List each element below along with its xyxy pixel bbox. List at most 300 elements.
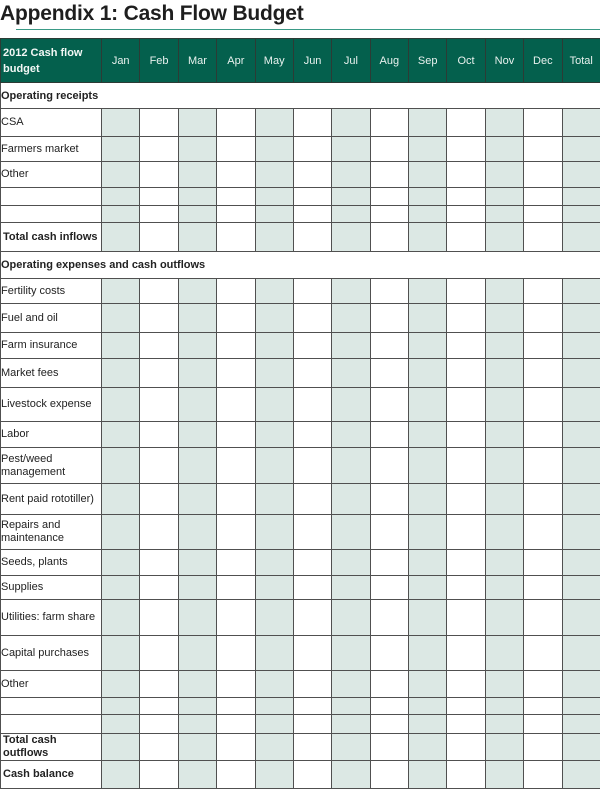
entry-cell-jul[interactable] — [332, 761, 370, 789]
entry-cell-nov[interactable] — [485, 550, 523, 576]
entry-cell-nov[interactable] — [485, 698, 523, 715]
entry-cell-feb[interactable] — [140, 761, 178, 789]
entry-cell-nov[interactable] — [485, 734, 523, 761]
entry-cell-mar[interactable] — [178, 484, 216, 515]
entry-cell-total[interactable] — [562, 515, 600, 550]
entry-cell-aug[interactable] — [370, 671, 408, 698]
entry-cell-total[interactable] — [562, 636, 600, 671]
entry-cell-feb[interactable] — [140, 304, 178, 333]
entry-cell-feb[interactable] — [140, 279, 178, 304]
entry-cell-may[interactable] — [255, 359, 293, 388]
entry-cell-dec[interactable] — [524, 388, 562, 422]
entry-cell-dec[interactable] — [524, 109, 562, 137]
entry-cell-total[interactable] — [562, 388, 600, 422]
entry-cell-may[interactable] — [255, 600, 293, 636]
entry-cell-jan[interactable] — [102, 223, 140, 252]
entry-cell-mar[interactable] — [178, 333, 216, 359]
entry-cell-feb[interactable] — [140, 600, 178, 636]
entry-cell-total[interactable] — [562, 448, 600, 484]
entry-cell-may[interactable] — [255, 162, 293, 188]
entry-cell-jun[interactable] — [293, 422, 331, 448]
entry-cell-nov[interactable] — [485, 109, 523, 137]
entry-cell-jan[interactable] — [102, 671, 140, 698]
entry-cell-dec[interactable] — [524, 600, 562, 636]
entry-cell-apr[interactable] — [217, 388, 255, 422]
entry-cell-jun[interactable] — [293, 761, 331, 789]
entry-cell-apr[interactable] — [217, 671, 255, 698]
entry-cell-mar[interactable] — [178, 223, 216, 252]
entry-cell-jul[interactable] — [332, 422, 370, 448]
entry-cell-oct[interactable] — [447, 515, 485, 550]
entry-cell-may[interactable] — [255, 698, 293, 715]
entry-cell-jan[interactable] — [102, 137, 140, 162]
entry-cell-jan[interactable] — [102, 388, 140, 422]
entry-cell-apr[interactable] — [217, 636, 255, 671]
entry-cell-nov[interactable] — [485, 422, 523, 448]
entry-cell-jul[interactable] — [332, 279, 370, 304]
entry-cell-total[interactable] — [562, 422, 600, 448]
entry-cell-jun[interactable] — [293, 109, 331, 137]
entry-cell-feb[interactable] — [140, 448, 178, 484]
entry-cell-jun[interactable] — [293, 550, 331, 576]
entry-cell-jul[interactable] — [332, 671, 370, 698]
entry-cell-jun[interactable] — [293, 600, 331, 636]
entry-cell-feb[interactable] — [140, 515, 178, 550]
entry-cell-may[interactable] — [255, 109, 293, 137]
entry-cell-aug[interactable] — [370, 359, 408, 388]
entry-cell-aug[interactable] — [370, 333, 408, 359]
entry-cell-mar[interactable] — [178, 636, 216, 671]
entry-cell-feb[interactable] — [140, 636, 178, 671]
entry-cell-sep[interactable] — [409, 550, 447, 576]
entry-cell-jul[interactable] — [332, 448, 370, 484]
entry-cell-jul[interactable] — [332, 698, 370, 715]
entry-cell-oct[interactable] — [447, 304, 485, 333]
entry-cell-may[interactable] — [255, 550, 293, 576]
entry-cell-mar[interactable] — [178, 448, 216, 484]
entry-cell-sep[interactable] — [409, 576, 447, 600]
entry-cell-feb[interactable] — [140, 698, 178, 715]
entry-cell-jan[interactable] — [102, 550, 140, 576]
entry-cell-dec[interactable] — [524, 671, 562, 698]
entry-cell-jul[interactable] — [332, 388, 370, 422]
entry-cell-oct[interactable] — [447, 636, 485, 671]
entry-cell-dec[interactable] — [524, 515, 562, 550]
entry-cell-feb[interactable] — [140, 550, 178, 576]
entry-cell-apr[interactable] — [217, 206, 255, 223]
entry-cell-aug[interactable] — [370, 715, 408, 734]
entry-cell-may[interactable] — [255, 137, 293, 162]
entry-cell-nov[interactable] — [485, 636, 523, 671]
entry-cell-oct[interactable] — [447, 671, 485, 698]
entry-cell-aug[interactable] — [370, 761, 408, 789]
entry-cell-jun[interactable] — [293, 448, 331, 484]
entry-cell-nov[interactable] — [485, 515, 523, 550]
entry-cell-total[interactable] — [562, 761, 600, 789]
entry-cell-aug[interactable] — [370, 576, 408, 600]
entry-cell-aug[interactable] — [370, 484, 408, 515]
entry-cell-aug[interactable] — [370, 188, 408, 206]
entry-cell-oct[interactable] — [447, 734, 485, 761]
entry-cell-mar[interactable] — [178, 188, 216, 206]
entry-cell-apr[interactable] — [217, 279, 255, 304]
entry-cell-sep[interactable] — [409, 734, 447, 761]
entry-cell-total[interactable] — [562, 279, 600, 304]
entry-cell-dec[interactable] — [524, 279, 562, 304]
entry-cell-nov[interactable] — [485, 715, 523, 734]
entry-cell-feb[interactable] — [140, 223, 178, 252]
entry-cell-jan[interactable] — [102, 304, 140, 333]
entry-cell-aug[interactable] — [370, 550, 408, 576]
entry-cell-mar[interactable] — [178, 761, 216, 789]
entry-cell-jan[interactable] — [102, 333, 140, 359]
entry-cell-apr[interactable] — [217, 304, 255, 333]
entry-cell-dec[interactable] — [524, 715, 562, 734]
entry-cell-apr[interactable] — [217, 734, 255, 761]
entry-cell-nov[interactable] — [485, 388, 523, 422]
entry-cell-feb[interactable] — [140, 188, 178, 206]
entry-cell-apr[interactable] — [217, 484, 255, 515]
entry-cell-may[interactable] — [255, 333, 293, 359]
entry-cell-aug[interactable] — [370, 734, 408, 761]
entry-cell-feb[interactable] — [140, 388, 178, 422]
entry-cell-apr[interactable] — [217, 422, 255, 448]
entry-cell-mar[interactable] — [178, 137, 216, 162]
entry-cell-jul[interactable] — [332, 734, 370, 761]
entry-cell-jul[interactable] — [332, 576, 370, 600]
entry-cell-aug[interactable] — [370, 304, 408, 333]
entry-cell-may[interactable] — [255, 223, 293, 252]
entry-cell-oct[interactable] — [447, 162, 485, 188]
entry-cell-jan[interactable] — [102, 109, 140, 137]
entry-cell-jan[interactable] — [102, 715, 140, 734]
entry-cell-total[interactable] — [562, 550, 600, 576]
entry-cell-jul[interactable] — [332, 333, 370, 359]
entry-cell-jul[interactable] — [332, 515, 370, 550]
entry-cell-nov[interactable] — [485, 188, 523, 206]
entry-cell-oct[interactable] — [447, 388, 485, 422]
entry-cell-mar[interactable] — [178, 734, 216, 761]
entry-cell-apr[interactable] — [217, 761, 255, 789]
entry-cell-jun[interactable] — [293, 388, 331, 422]
entry-cell-sep[interactable] — [409, 137, 447, 162]
entry-cell-mar[interactable] — [178, 600, 216, 636]
entry-cell-oct[interactable] — [447, 137, 485, 162]
entry-cell-total[interactable] — [562, 698, 600, 715]
entry-cell-oct[interactable] — [447, 333, 485, 359]
entry-cell-mar[interactable] — [178, 576, 216, 600]
entry-cell-jun[interactable] — [293, 484, 331, 515]
entry-cell-jul[interactable] — [332, 304, 370, 333]
entry-cell-may[interactable] — [255, 188, 293, 206]
entry-cell-jun[interactable] — [293, 223, 331, 252]
entry-cell-dec[interactable] — [524, 761, 562, 789]
entry-cell-may[interactable] — [255, 734, 293, 761]
entry-cell-sep[interactable] — [409, 188, 447, 206]
entry-cell-jan[interactable] — [102, 422, 140, 448]
entry-cell-jun[interactable] — [293, 304, 331, 333]
entry-cell-may[interactable] — [255, 636, 293, 671]
entry-cell-apr[interactable] — [217, 137, 255, 162]
entry-cell-jul[interactable] — [332, 188, 370, 206]
entry-cell-feb[interactable] — [140, 422, 178, 448]
entry-cell-jun[interactable] — [293, 671, 331, 698]
entry-cell-dec[interactable] — [524, 484, 562, 515]
entry-cell-sep[interactable] — [409, 422, 447, 448]
entry-cell-jun[interactable] — [293, 715, 331, 734]
entry-cell-jan[interactable] — [102, 279, 140, 304]
entry-cell-total[interactable] — [562, 333, 600, 359]
entry-cell-jun[interactable] — [293, 636, 331, 671]
entry-cell-mar[interactable] — [178, 422, 216, 448]
entry-cell-aug[interactable] — [370, 279, 408, 304]
entry-cell-dec[interactable] — [524, 698, 562, 715]
entry-cell-apr[interactable] — [217, 448, 255, 484]
entry-cell-total[interactable] — [562, 576, 600, 600]
entry-cell-total[interactable] — [562, 223, 600, 252]
entry-cell-oct[interactable] — [447, 715, 485, 734]
entry-cell-jun[interactable] — [293, 698, 331, 715]
entry-cell-sep[interactable] — [409, 223, 447, 252]
entry-cell-jun[interactable] — [293, 333, 331, 359]
entry-cell-sep[interactable] — [409, 333, 447, 359]
entry-cell-may[interactable] — [255, 388, 293, 422]
entry-cell-jan[interactable] — [102, 761, 140, 789]
entry-cell-total[interactable] — [562, 671, 600, 698]
entry-cell-total[interactable] — [562, 359, 600, 388]
entry-cell-mar[interactable] — [178, 550, 216, 576]
entry-cell-jul[interactable] — [332, 636, 370, 671]
entry-cell-total[interactable] — [562, 484, 600, 515]
entry-cell-aug[interactable] — [370, 636, 408, 671]
entry-cell-aug[interactable] — [370, 422, 408, 448]
entry-cell-mar[interactable] — [178, 279, 216, 304]
entry-cell-dec[interactable] — [524, 304, 562, 333]
entry-cell-dec[interactable] — [524, 188, 562, 206]
entry-cell-nov[interactable] — [485, 162, 523, 188]
entry-cell-dec[interactable] — [524, 359, 562, 388]
entry-cell-oct[interactable] — [447, 109, 485, 137]
entry-cell-dec[interactable] — [524, 576, 562, 600]
entry-cell-total[interactable] — [562, 600, 600, 636]
entry-cell-sep[interactable] — [409, 388, 447, 422]
entry-cell-oct[interactable] — [447, 576, 485, 600]
entry-cell-nov[interactable] — [485, 600, 523, 636]
entry-cell-feb[interactable] — [140, 671, 178, 698]
entry-cell-jun[interactable] — [293, 206, 331, 223]
entry-cell-oct[interactable] — [447, 484, 485, 515]
entry-cell-sep[interactable] — [409, 671, 447, 698]
entry-cell-dec[interactable] — [524, 422, 562, 448]
entry-cell-oct[interactable] — [447, 359, 485, 388]
entry-cell-sep[interactable] — [409, 304, 447, 333]
entry-cell-jul[interactable] — [332, 550, 370, 576]
entry-cell-sep[interactable] — [409, 359, 447, 388]
entry-cell-mar[interactable] — [178, 515, 216, 550]
entry-cell-oct[interactable] — [447, 188, 485, 206]
entry-cell-apr[interactable] — [217, 223, 255, 252]
entry-cell-jan[interactable] — [102, 188, 140, 206]
entry-cell-may[interactable] — [255, 715, 293, 734]
entry-cell-total[interactable] — [562, 137, 600, 162]
entry-cell-aug[interactable] — [370, 162, 408, 188]
entry-cell-jan[interactable] — [102, 206, 140, 223]
entry-cell-total[interactable] — [562, 162, 600, 188]
entry-cell-nov[interactable] — [485, 761, 523, 789]
entry-cell-jan[interactable] — [102, 600, 140, 636]
entry-cell-oct[interactable] — [447, 206, 485, 223]
entry-cell-nov[interactable] — [485, 206, 523, 223]
entry-cell-total[interactable] — [562, 715, 600, 734]
entry-cell-sep[interactable] — [409, 636, 447, 671]
entry-cell-jun[interactable] — [293, 279, 331, 304]
entry-cell-sep[interactable] — [409, 279, 447, 304]
entry-cell-aug[interactable] — [370, 698, 408, 715]
entry-cell-jan[interactable] — [102, 636, 140, 671]
entry-cell-may[interactable] — [255, 484, 293, 515]
entry-cell-apr[interactable] — [217, 188, 255, 206]
entry-cell-mar[interactable] — [178, 698, 216, 715]
entry-cell-mar[interactable] — [178, 388, 216, 422]
entry-cell-dec[interactable] — [524, 734, 562, 761]
entry-cell-nov[interactable] — [485, 576, 523, 600]
entry-cell-nov[interactable] — [485, 671, 523, 698]
entry-cell-aug[interactable] — [370, 448, 408, 484]
entry-cell-may[interactable] — [255, 761, 293, 789]
entry-cell-may[interactable] — [255, 515, 293, 550]
entry-cell-may[interactable] — [255, 448, 293, 484]
entry-cell-may[interactable] — [255, 304, 293, 333]
entry-cell-dec[interactable] — [524, 636, 562, 671]
entry-cell-dec[interactable] — [524, 333, 562, 359]
entry-cell-apr[interactable] — [217, 550, 255, 576]
entry-cell-nov[interactable] — [485, 279, 523, 304]
entry-cell-dec[interactable] — [524, 162, 562, 188]
entry-cell-sep[interactable] — [409, 600, 447, 636]
entry-cell-apr[interactable] — [217, 109, 255, 137]
entry-cell-aug[interactable] — [370, 223, 408, 252]
entry-cell-may[interactable] — [255, 206, 293, 223]
entry-cell-total[interactable] — [562, 188, 600, 206]
entry-cell-mar[interactable] — [178, 671, 216, 698]
entry-cell-mar[interactable] — [178, 206, 216, 223]
entry-cell-nov[interactable] — [485, 223, 523, 252]
entry-cell-jul[interactable] — [332, 109, 370, 137]
entry-cell-nov[interactable] — [485, 137, 523, 162]
entry-cell-sep[interactable] — [409, 206, 447, 223]
entry-cell-feb[interactable] — [140, 576, 178, 600]
entry-cell-jan[interactable] — [102, 359, 140, 388]
entry-cell-jun[interactable] — [293, 137, 331, 162]
entry-cell-may[interactable] — [255, 279, 293, 304]
entry-cell-jul[interactable] — [332, 137, 370, 162]
entry-cell-total[interactable] — [562, 734, 600, 761]
entry-cell-feb[interactable] — [140, 715, 178, 734]
entry-cell-aug[interactable] — [370, 600, 408, 636]
entry-cell-jun[interactable] — [293, 188, 331, 206]
entry-cell-jul[interactable] — [332, 600, 370, 636]
entry-cell-sep[interactable] — [409, 162, 447, 188]
entry-cell-oct[interactable] — [447, 600, 485, 636]
entry-cell-nov[interactable] — [485, 304, 523, 333]
entry-cell-oct[interactable] — [447, 223, 485, 252]
entry-cell-oct[interactable] — [447, 698, 485, 715]
entry-cell-jun[interactable] — [293, 515, 331, 550]
entry-cell-mar[interactable] — [178, 109, 216, 137]
entry-cell-aug[interactable] — [370, 109, 408, 137]
entry-cell-jan[interactable] — [102, 162, 140, 188]
entry-cell-jul[interactable] — [332, 223, 370, 252]
entry-cell-jun[interactable] — [293, 359, 331, 388]
entry-cell-mar[interactable] — [178, 359, 216, 388]
entry-cell-apr[interactable] — [217, 162, 255, 188]
entry-cell-feb[interactable] — [140, 484, 178, 515]
entry-cell-oct[interactable] — [447, 550, 485, 576]
entry-cell-total[interactable] — [562, 206, 600, 223]
entry-cell-jan[interactable] — [102, 698, 140, 715]
entry-cell-nov[interactable] — [485, 484, 523, 515]
entry-cell-oct[interactable] — [447, 761, 485, 789]
entry-cell-sep[interactable] — [409, 109, 447, 137]
entry-cell-jan[interactable] — [102, 515, 140, 550]
entry-cell-nov[interactable] — [485, 333, 523, 359]
entry-cell-total[interactable] — [562, 304, 600, 333]
entry-cell-aug[interactable] — [370, 388, 408, 422]
entry-cell-sep[interactable] — [409, 448, 447, 484]
entry-cell-feb[interactable] — [140, 109, 178, 137]
entry-cell-jul[interactable] — [332, 484, 370, 515]
entry-cell-jul[interactable] — [332, 206, 370, 223]
entry-cell-feb[interactable] — [140, 333, 178, 359]
entry-cell-total[interactable] — [562, 109, 600, 137]
entry-cell-apr[interactable] — [217, 515, 255, 550]
entry-cell-oct[interactable] — [447, 422, 485, 448]
entry-cell-oct[interactable] — [447, 448, 485, 484]
entry-cell-nov[interactable] — [485, 359, 523, 388]
entry-cell-feb[interactable] — [140, 162, 178, 188]
entry-cell-nov[interactable] — [485, 448, 523, 484]
entry-cell-dec[interactable] — [524, 448, 562, 484]
entry-cell-apr[interactable] — [217, 715, 255, 734]
entry-cell-dec[interactable] — [524, 206, 562, 223]
entry-cell-jan[interactable] — [102, 484, 140, 515]
entry-cell-jul[interactable] — [332, 162, 370, 188]
entry-cell-jul[interactable] — [332, 715, 370, 734]
entry-cell-sep[interactable] — [409, 715, 447, 734]
entry-cell-sep[interactable] — [409, 515, 447, 550]
entry-cell-dec[interactable] — [524, 137, 562, 162]
entry-cell-jun[interactable] — [293, 576, 331, 600]
entry-cell-jan[interactable] — [102, 448, 140, 484]
entry-cell-dec[interactable] — [524, 223, 562, 252]
entry-cell-mar[interactable] — [178, 304, 216, 333]
entry-cell-apr[interactable] — [217, 333, 255, 359]
entry-cell-apr[interactable] — [217, 576, 255, 600]
entry-cell-apr[interactable] — [217, 359, 255, 388]
entry-cell-feb[interactable] — [140, 734, 178, 761]
entry-cell-aug[interactable] — [370, 206, 408, 223]
entry-cell-mar[interactable] — [178, 162, 216, 188]
entry-cell-sep[interactable] — [409, 484, 447, 515]
entry-cell-aug[interactable] — [370, 515, 408, 550]
entry-cell-jan[interactable] — [102, 734, 140, 761]
entry-cell-feb[interactable] — [140, 206, 178, 223]
entry-cell-feb[interactable] — [140, 137, 178, 162]
entry-cell-aug[interactable] — [370, 137, 408, 162]
entry-cell-dec[interactable] — [524, 550, 562, 576]
entry-cell-jun[interactable] — [293, 162, 331, 188]
entry-cell-may[interactable] — [255, 422, 293, 448]
